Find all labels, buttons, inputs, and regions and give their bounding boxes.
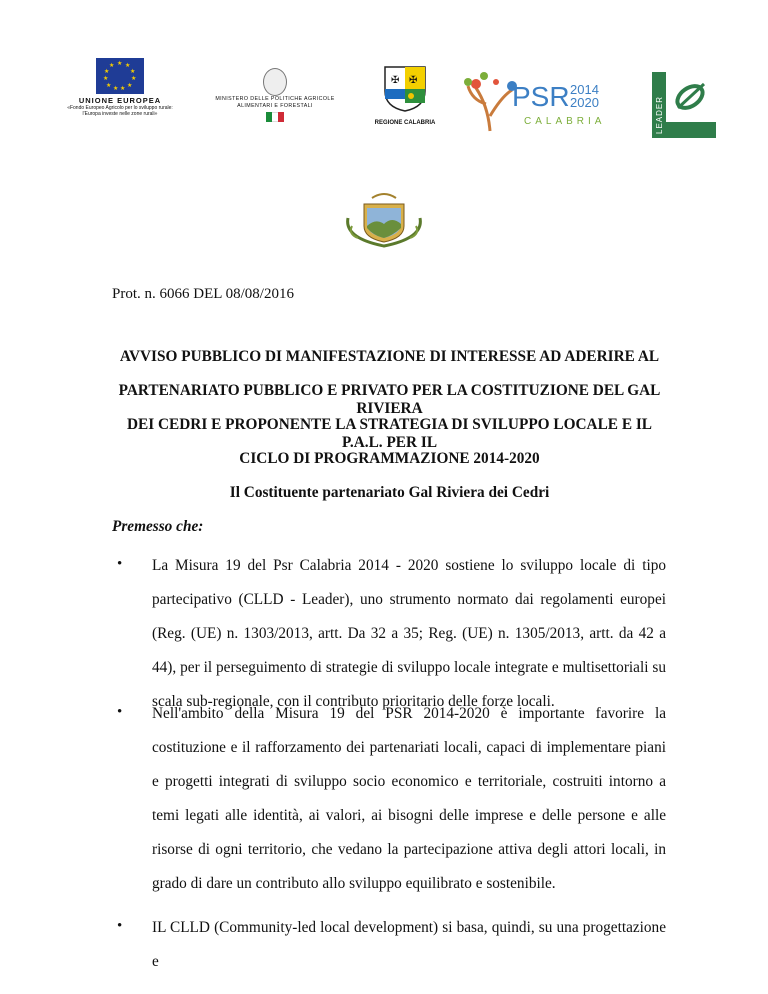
list-item: La Misura 19 del Psr Calabria 2014 - 2020 sostiene lo sviluppo locale di tipo partecipativo (CLLD - Leader), uno strumento normato dai regolamenti europei (Reg. (UE) n. 1303/2013, artt. Da 32 a 35; Reg. (UE) n. 1305/2013, artt. da 42 a 44), per il perseguimento di strategie di sviluppo locale integrate e multisettoriali su scala sub-regionale, con il contributo prioritario delle forze locali. — [152, 557, 666, 710]
eu-flag-icon: ★ ★ ★ ★ ★ ★ ★ ★ ★ ★ ★ — [96, 58, 144, 94]
list-item: Nell'ambito della Misura 19 del PSR 2014-2020 è importante favorire la costituzione e il rafforzamento dei partenariati locali, capaci di implementare piani e progetti integrati di sviluppo socio economico e territoriale, costruiti intorno a temi legati alle identità, ai valori, ai bisogni delle imprese e delle persone e alle risorse di ogni territorio, che vedano la partecipazione attiva degli attori locali, in grado di dare un contributo allo sviluppo equilibrato e sostenibile. — [152, 705, 666, 892]
svg-text:✠: ✠ — [391, 75, 400, 86]
notice-title-line-3: DEI CEDRI E PROPONENTE LA STRATEGIA DI SVILUPPO LOCALE E IL P.A.L. PER IL — [126, 416, 652, 451]
svg-text:✠: ✠ — [409, 75, 418, 86]
ministry-logo — [205, 68, 345, 128]
region-label: REGIONE CALABRIA — [374, 120, 436, 126]
psr-logo — [462, 66, 612, 136]
comune-crest-icon — [334, 188, 434, 250]
eu-subtitle-1: «Fondo Europeo Agricolo per lo sviluppo rurale: — [67, 105, 173, 111]
leader-logo — [652, 72, 716, 138]
comune-crest — [334, 188, 434, 250]
notice-subheading: Il Costituente partenariato Gal Riviera dei Cedri — [229, 484, 550, 501]
eu-logo — [50, 58, 190, 128]
calabria-shield-icon — [383, 65, 427, 113]
psr-year-2: 2020 — [570, 95, 599, 110]
leader-icon — [652, 72, 716, 138]
psr-brand: PSR — [512, 81, 570, 112]
notice-title-line-1: AVVISO PUBBLICO DI MANIFESTAZIONE DI INTERESSE AD ADERIRE AL — [119, 348, 660, 365]
bullet-icon: • — [117, 704, 123, 720]
eu-title: UNIONE EUROPEA — [78, 96, 162, 105]
italian-flag-icon — [266, 112, 284, 122]
region-logo — [365, 65, 445, 135]
header-logos — [0, 0, 768, 150]
italian-emblem-icon — [263, 68, 287, 96]
psr-tree-icon — [462, 66, 612, 136]
premesso-label: Premesso che: — [112, 518, 204, 535]
bullet-icon: • — [117, 918, 123, 934]
notice-title-line-4: CICLO DI PROGRAMMAZIONE 2014-2020 — [239, 450, 540, 467]
psr-region: CALABRIA — [524, 116, 606, 127]
leader-label: LEADER — [655, 95, 664, 134]
notice-title-line-2: PARTENARIATO PUBBLICO E PRIVATO PER LA COSTITUZIONE DEL GAL RIVIERA — [118, 382, 661, 417]
list-item: IL CLLD (Community-led local development) si basa, quindi, su una progettazione e — [152, 919, 666, 970]
eu-subtitle-2: l'Europa investe nelle zone rurali» — [82, 111, 158, 117]
bullet-icon: • — [117, 556, 123, 572]
ministry-line-1: MINISTERO DELLE POLITICHE AGRICOLE — [215, 96, 335, 102]
ministry-line-2: ALIMENTARI E FORESTALI — [237, 102, 313, 109]
protocol-number: Prot. n. 6066 DEL 08/08/2016 — [112, 286, 294, 302]
psr-year-1: 2014 — [570, 82, 599, 97]
